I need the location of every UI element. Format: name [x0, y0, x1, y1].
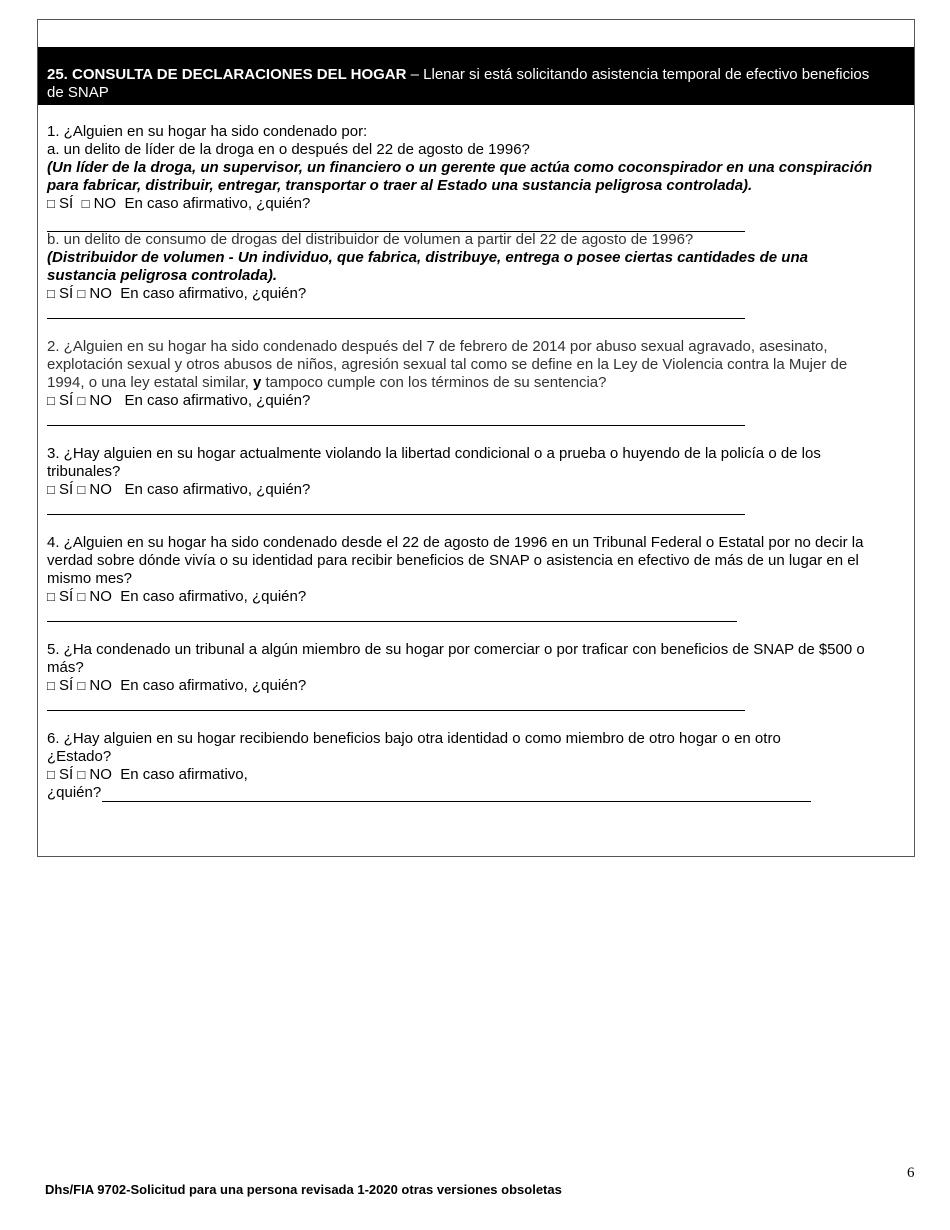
no-label: NO: [89, 392, 112, 409]
no-checkbox[interactable]: □: [77, 767, 86, 782]
no-label: NO: [93, 195, 117, 212]
question-2-text-line1: 2. ¿Alguien en su hogar ha sido condenado después del 7 de febrero de 2014 por abuso sexual agravado, asesinato,: [47, 338, 828, 355]
section-header: [38, 47, 914, 105]
question-4: [47, 534, 902, 606]
question-1a-definition-line1: (Un líder de la droga, un supervisor, un financiero o un gerente que actúa como coconspirador en una conspiración: [47, 159, 873, 176]
question-1b-answer-row: [47, 285, 902, 303]
form-section-frame: [37, 19, 915, 857]
who-label: En caso afirmativo, ¿quién?: [120, 588, 307, 605]
question-6: [47, 730, 902, 802]
question-2-text-line2: explotación sexual y otros abusos de niños, agresión sexual tal como se define en la Ley de Violencia contra la Mujer de: [47, 356, 848, 373]
yes-label: SÍ: [59, 766, 74, 783]
question-4-text-line2: verdad sobre dónde vivía o su identidad para recibir beneficios de SNAP o asistencia en efectivo de más de un lugar en el: [47, 552, 859, 569]
question-3-text-line1: 3. ¿Hay alguien en su hogar actualmente violando la libertad condicional o a prueba o huyendo de la policía o de los: [47, 445, 821, 462]
who-label: En caso afirmativo, ¿quién?: [124, 195, 311, 212]
question-2: [47, 338, 902, 410]
no-checkbox[interactable]: □: [77, 589, 86, 604]
question-1b-definition-line1: (Distribuidor de volumen - Un individuo, que fabrica, distribuye, entrega o posee ciertas cantidades de una: [47, 249, 808, 266]
yes-label: SÍ: [59, 392, 74, 409]
question-5: [47, 641, 902, 695]
no-checkbox[interactable]: □: [77, 286, 86, 301]
question-4-answer-row: [47, 588, 902, 606]
question-3: [47, 445, 902, 499]
question-3-answer-row: [47, 481, 902, 499]
who-label: ¿quién?: [47, 784, 102, 801]
who-label: En caso afirmativo, ¿quién?: [124, 392, 311, 409]
question-6-answer-line[interactable]: [102, 801, 811, 802]
question-2-text-part: tampoco cumple con los términos de su sentencia?: [261, 374, 607, 391]
yes-label: SÍ: [59, 285, 74, 302]
who-label: En caso afirmativo, ¿quién?: [120, 285, 307, 302]
yes-checkbox[interactable]: □: [47, 589, 55, 604]
question-2-answer-row: [47, 392, 902, 410]
question-1a-answer-row: [47, 195, 902, 213]
yes-label: SÍ: [59, 677, 74, 694]
question-6-answer-row: [47, 766, 902, 784]
section-title: 25. CONSULTA DE DECLARACIONES DEL HOGAR: [47, 66, 407, 83]
question-1b: [47, 231, 902, 303]
question-1b-answer-line[interactable]: [47, 318, 745, 319]
no-checkbox[interactable]: □: [77, 678, 86, 693]
section-instruction-line2: de SNAP: [47, 84, 109, 101]
yes-label: SÍ: [59, 481, 74, 498]
no-label: NO: [89, 285, 112, 302]
no-checkbox[interactable]: □: [77, 482, 86, 497]
who-label: En caso afirmativo, ¿quién?: [120, 677, 307, 694]
yes-label: SÍ: [59, 195, 74, 212]
question-4-text-line1: 4. ¿Alguien en su hogar ha sido condenado desde el 22 de agosto de 1996 en un Tribunal Federal o Estatal por no decir la: [47, 534, 864, 551]
question-2-answer-line[interactable]: [47, 425, 745, 426]
question-6-text-line1: 6. ¿Hay alguien en su hogar recibiendo beneficios bajo otra identidad o como miembro de otro hogar o en otro: [47, 730, 781, 747]
section-instruction: – Llenar si está solicitando asistencia temporal de efectivo beneficios: [406, 66, 870, 83]
form-code-footer: Dhs/FIA 9702-Solicitud para una persona revisada 1-2020 otras versiones obsoletas: [45, 1182, 562, 1197]
question-4-answer-line[interactable]: [47, 621, 737, 622]
no-checkbox[interactable]: □: [77, 393, 86, 408]
yes-checkbox[interactable]: □: [47, 482, 55, 497]
question-1: [47, 123, 902, 213]
question-5-text-line1: 5. ¿Ha condenado un tribunal a algún miembro de su hogar por comerciar o por traficar con beneficios de SNAP de $500 o: [47, 641, 865, 658]
who-label: En caso afirmativo, ¿quién?: [124, 481, 311, 498]
question-5-answer-row: [47, 677, 902, 695]
question-1a-text: a. un delito de líder de la droga en o después del 22 de agosto de 1996?: [47, 141, 530, 158]
question-1b-definition-line2: sustancia peligrosa controlada).: [47, 267, 278, 284]
no-label: NO: [89, 766, 112, 783]
question-2-text-part: 1994, o una ley estatal similar,: [47, 374, 253, 391]
yes-checkbox[interactable]: □: [47, 767, 55, 782]
yes-checkbox[interactable]: □: [47, 393, 55, 408]
question-5-text-line2: más?: [47, 659, 84, 676]
who-label: En caso afirmativo,: [120, 766, 248, 783]
question-1-text: 1. ¿Alguien en su hogar ha sido condenado por:: [47, 123, 368, 140]
question-3-answer-line[interactable]: [47, 514, 745, 515]
no-label: NO: [89, 481, 112, 498]
question-3-text-line2: tribunales?: [47, 463, 121, 480]
no-label: NO: [89, 588, 112, 605]
question-1b-text: b. un delito de consumo de drogas del distribuidor de volumen a partir del 22 de agosto de 1996?: [47, 231, 694, 248]
yes-checkbox[interactable]: □: [47, 678, 55, 693]
yes-checkbox[interactable]: □: [47, 286, 55, 301]
yes-label: SÍ: [59, 588, 74, 605]
question-2-emphasis: y: [252, 374, 262, 391]
question-6-text-line2: ¿Estado?: [47, 748, 112, 765]
question-4-text-line3: mismo mes?: [47, 570, 133, 587]
no-label: NO: [89, 677, 112, 694]
question-1a-definition-line2: para fabricar, distribuir, entregar, transportar o traer al Estado una sustancia peligrosa controlada).: [47, 177, 753, 194]
yes-checkbox[interactable]: □: [47, 196, 55, 211]
page-number: 6: [907, 1165, 915, 1181]
question-2-text-line3: [47, 374, 902, 392]
no-checkbox[interactable]: □: [81, 196, 90, 211]
question-5-answer-line[interactable]: [47, 710, 745, 711]
question-6-who-row: [47, 784, 902, 802]
